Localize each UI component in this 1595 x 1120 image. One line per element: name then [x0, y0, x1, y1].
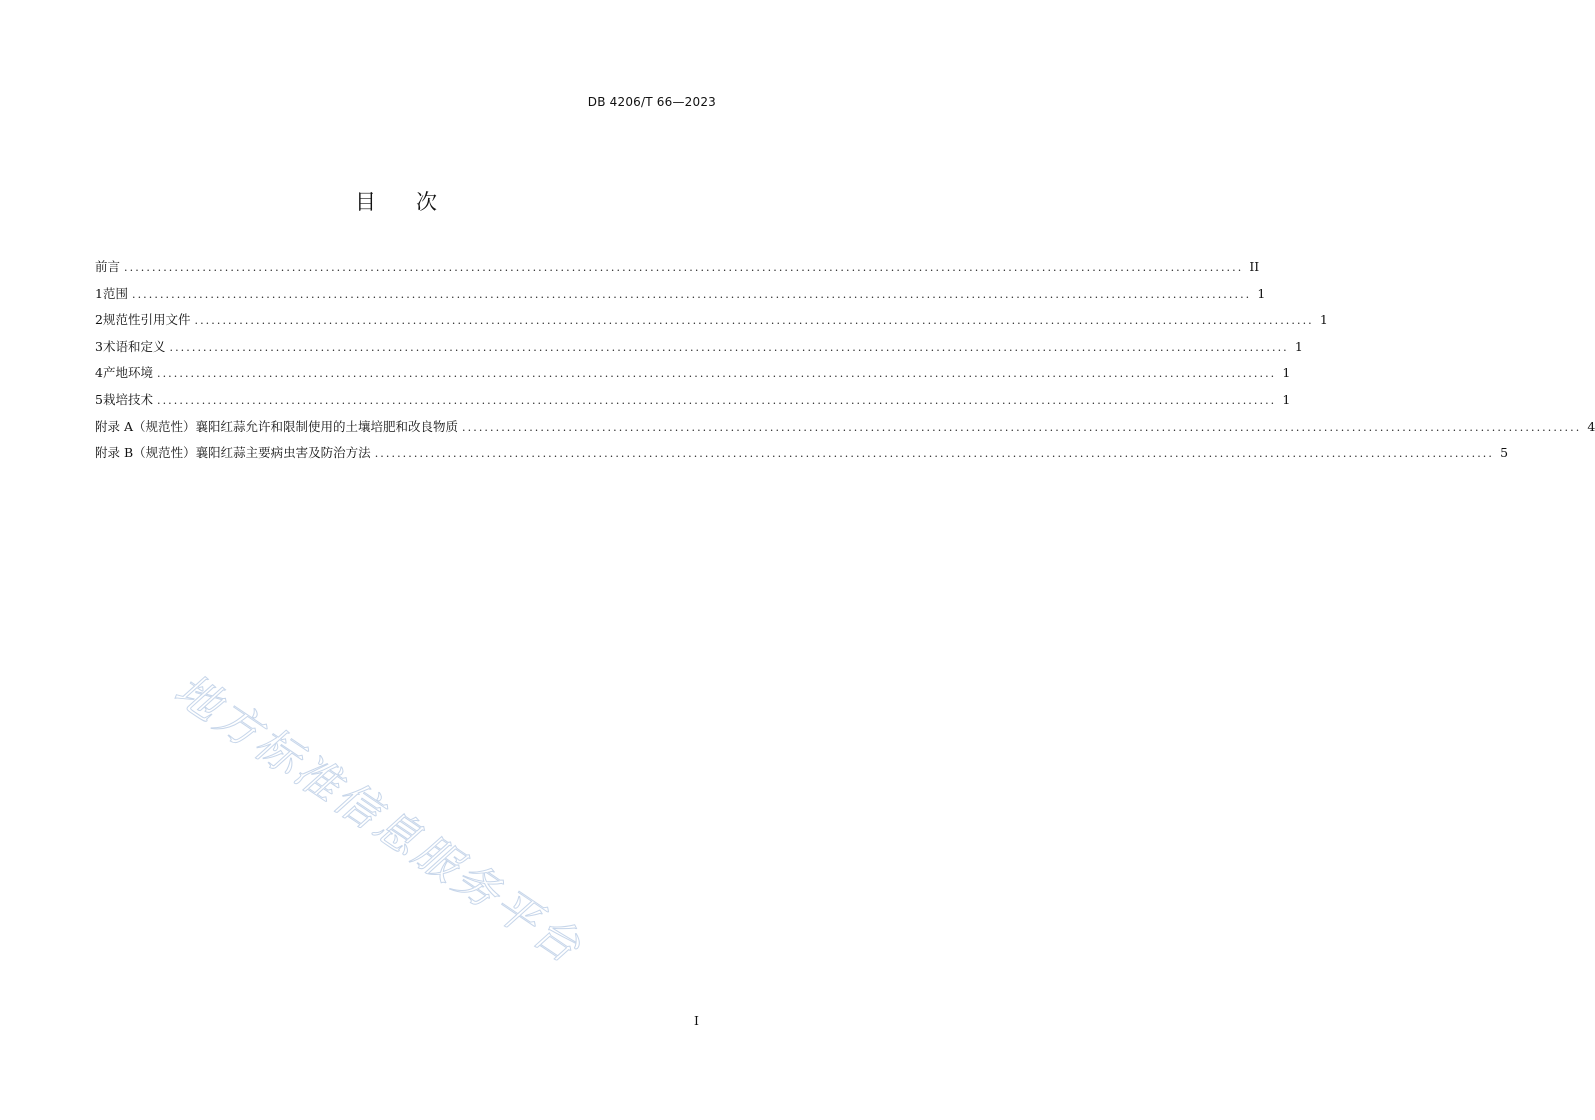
toc-entry-number: 4: [95, 365, 103, 381]
toc-entry-page: 1: [1319, 312, 1328, 328]
toc-entry-number: 2: [95, 312, 103, 328]
toc-entry-1[interactable]: [95, 284, 1266, 311]
toc-entry-appendix-a[interactable]: [95, 417, 1595, 444]
dot-leader: ........................................................................................................................................................................................................: [462, 420, 1582, 434]
toc-entry-foreword[interactable]: [95, 257, 1260, 284]
title-char-2: 次: [416, 190, 437, 214]
dot-leader: ........................................................................................................................................................................................................: [374, 447, 1495, 461]
toc-entry-3[interactable]: [95, 337, 1303, 364]
toc-entry-label: 产地环境: [102, 365, 153, 381]
page-number: I: [694, 1013, 699, 1028]
appendix-label: 附录 A（规范性）: [95, 418, 196, 434]
toc-entry-number: 1: [95, 285, 103, 301]
toc-entry-5[interactable]: [95, 390, 1291, 417]
toc-entry-page: 4: [1587, 418, 1595, 434]
appendix-label: 附录 B（规范性）: [95, 445, 196, 461]
toc-entry-page: 1: [1282, 365, 1291, 381]
title-char-1: 目: [355, 190, 376, 214]
toc-entry-number: 3: [95, 338, 103, 354]
table-of-contents: [95, 257, 1595, 470]
dot-leader: ........................................................................................................................................................................................................: [169, 340, 1289, 354]
toc-entry-2[interactable]: [95, 310, 1328, 337]
dot-leader: ........................................................................................................................................................................................................: [131, 287, 1252, 301]
dot-leader: ........................................................................................................................................................................................................: [156, 393, 1277, 407]
page-title: [0, 186, 792, 216]
toc-entry-page: 5: [1500, 445, 1509, 461]
toc-entry-label: 术语和定义: [102, 338, 166, 354]
dot-leader: ........................................................................................................................................................................................................: [156, 367, 1277, 381]
toc-entry-label: 范围: [102, 285, 128, 301]
toc-entry-appendix-b[interactable]: [95, 443, 1509, 470]
toc-entry-page: 1: [1257, 285, 1266, 301]
toc-entry-page: II: [1249, 259, 1260, 274]
toc-entry-number: 5: [95, 391, 103, 407]
toc-entry-4[interactable]: [95, 363, 1291, 390]
toc-entry-page: 1: [1294, 338, 1303, 354]
dot-leader: ........................................................................................................................................................................................................: [194, 314, 1314, 328]
document-code: DB 4206/T 66—2023: [587, 95, 716, 109]
dot-leader: ........................................................................................................................................................................................................: [124, 261, 1244, 274]
toc-entry-label: 规范性引用文件: [102, 312, 191, 328]
watermark: 地方标准信息服务平台: [165, 664, 592, 975]
appendix-title: 襄阳红蒜主要病虫害及防治方法: [195, 445, 371, 461]
appendix-title: 襄阳红蒜允许和限制使用的土壤培肥和改良物质: [195, 418, 459, 434]
toc-entry-label: 前言: [95, 259, 121, 274]
toc-entry-page: 1: [1282, 391, 1291, 407]
toc-entry-label: 栽培技术: [102, 391, 153, 407]
